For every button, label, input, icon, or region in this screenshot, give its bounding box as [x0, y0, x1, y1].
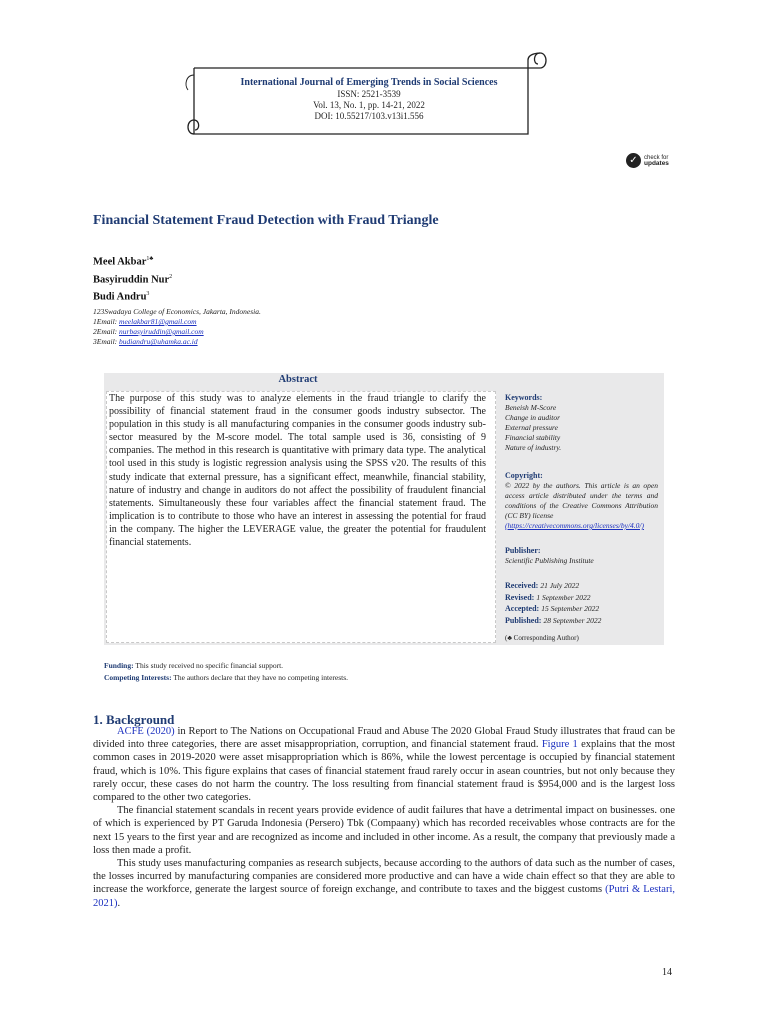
journal-name: International Journal of Emerging Trends in Social Sciences: [240, 77, 498, 88]
abstract-text: The purpose of this study was to analyze elements in the fraud triangle to clarify the possibility of financial statement fraud in the consumer goods industry subsector. The population in this study is all manufacturing companies in the consumer goods industry sub-sector measured by the M-score model. The total sample used is 36, consisting of 9 companies. The method in this research is quantitative with primary data type. The analytical tool used in this study is logistic regression analysis using the SPSS v20. The results of this study indicate that external pressure, has a significant effect, meanwhile, financial stability, nature of industry and change in auditors do not affect the possibility of fraudulent financial statements. Simultaneously these four variables affect the financial statement fraud. The implication is to contribute to those who have an interest in assessing the potential for fraud in the company. The higher the LEVERAGE value, the greater the potential for fraudulent financial statements.: [109, 393, 486, 549]
author: Basyiruddin Nur$^2$: [93, 273, 173, 285]
abstract-heading: Abstract: [278, 374, 318, 385]
date-published: Published: 28 September 2022: [505, 615, 602, 625]
figure-link[interactable]: Figure 1: [541, 739, 578, 751]
check-updates-line1: check for: [644, 154, 669, 161]
publisher-name: Scientific Publishing Institute: [505, 556, 594, 565]
email-line: 1Email: meelakbar81@gmail.com: [93, 317, 197, 326]
keywords-block: [505, 393, 658, 453]
author-list: [93, 252, 172, 305]
keyword: Change in auditor: [505, 413, 561, 422]
author: Meel Akbar$^{1♣}$: [93, 256, 154, 268]
keywords-label: Keywords:: [505, 393, 543, 402]
paragraph: This study uses manufacturing companies as research subjects, because according to the authors of data such as the number of cases, the losses incurred by manufacturing companies are considered more productive and can have a wide chain effect so that they are able to increase the workforce, generate the largest source of foreign exchange, and contribute to taxes and the biggest customs (Putri & Lestari, 2021).: [93, 858, 675, 909]
copyright-label: Copyright:: [505, 471, 543, 480]
email-link[interactable]: nurbasyiruddin@gmail.com: [119, 327, 204, 336]
journal-issn: ISSN: 2521-3539: [337, 89, 401, 99]
journal-volume: Vol. 13, No. 1, pp. 14-21, 2022: [313, 100, 425, 110]
email-line: 3Email: budiandru@uhamka.ac.id: [93, 337, 198, 346]
journal-doi: DOI: 10.55217/103.v13i1.556: [314, 111, 424, 121]
date-revised: Revised: 1 September 2022: [505, 592, 591, 602]
page-number: 14: [662, 967, 672, 978]
paragraph: ACFE (2020) in Report to The Nations on Occupational Fraud and Abuse The 2020 Global Fraud Study illustrates that fraud can be divided into three categories, there are asset misappropriation, corruption, and financial statement fraud. Figure 1 explains that the most common cases in 2019-2020 were asset misappropriation which is 86%, while the lowest percentage is occupied by financial statement fraud, which is 10%. This figure explains that cases of financial statement fraud rarely occur in asean countries, but not only because they rarely occur, these cases do not harm the country. The loss resulting from financial statement fraud is $954,000 and is the largest loss compared to the other two categories.: [93, 726, 675, 804]
license-link[interactable]: (https://creativecommons.org/licenses/by/4.0/): [505, 521, 644, 530]
institution: 123Swadaya College of Economics, Jakarta, Indonesia.: [93, 307, 261, 316]
keyword: External pressure: [505, 423, 558, 432]
author: Budi Andru$^3$: [93, 291, 150, 303]
email-line: 2Email: nurbasyiruddin@gmail.com: [93, 327, 204, 336]
dates-block: [505, 580, 658, 626]
corresponding-author-note: (♣ Corresponding Author): [505, 634, 579, 642]
check-updates-line2: updates: [644, 159, 669, 167]
copyright-block: [505, 471, 658, 531]
email-link[interactable]: budiandru@uhamka.ac.id: [119, 337, 198, 346]
journal-info: [200, 76, 538, 122]
date-received: Received: 21 July 2022: [505, 581, 580, 590]
affiliation-block: [93, 307, 261, 347]
paper-title: Financial Statement Fraud Detection with Fraud Triangle: [93, 213, 439, 228]
publisher-block: [505, 546, 658, 566]
citation-link[interactable]: ACFE (2020): [117, 726, 175, 737]
body-text: [93, 725, 675, 910]
check-for-updates-badge[interactable]: [626, 153, 669, 168]
keyword: Financial stability: [505, 433, 561, 442]
paragraph: The financial statement scandals in recent years provide evidence of audit failures that have a detrimental impact on businesses. one of which is experienced by PT Garuda Indonesia (Persero) Tbk (Compaany) which has recorded receivables whose contracts are for the next 15 years to the first year and are recognized as income and included in other income. As a result, the company that previously made a loss then made a profit.: [93, 805, 675, 856]
checkmark-icon: ✓: [626, 153, 641, 168]
citation-link[interactable]: (Putri & Lestari, 2021): [93, 884, 675, 909]
date-accepted: Accepted: 15 September 2022: [505, 604, 600, 613]
funding-line: Funding: This study received no specific financial support.: [104, 661, 284, 670]
keyword: Beneish M-Score: [505, 403, 557, 412]
funding-block: [104, 660, 348, 684]
copyright-text: © 2022 by the authors. This article is an open access article distributed under the terms and conditions of the Creative Commons Attribution (CC BY) license: [505, 481, 658, 520]
section-heading: 1. Background: [93, 712, 175, 727]
publisher-label: Publisher:: [505, 546, 541, 555]
email-link[interactable]: meelakbar81@gmail.com: [119, 317, 197, 326]
competing-interests-line: Competing Interests: The authors declare that they have no competing interests.: [104, 673, 349, 682]
keyword: Nature of industry.: [505, 443, 562, 452]
